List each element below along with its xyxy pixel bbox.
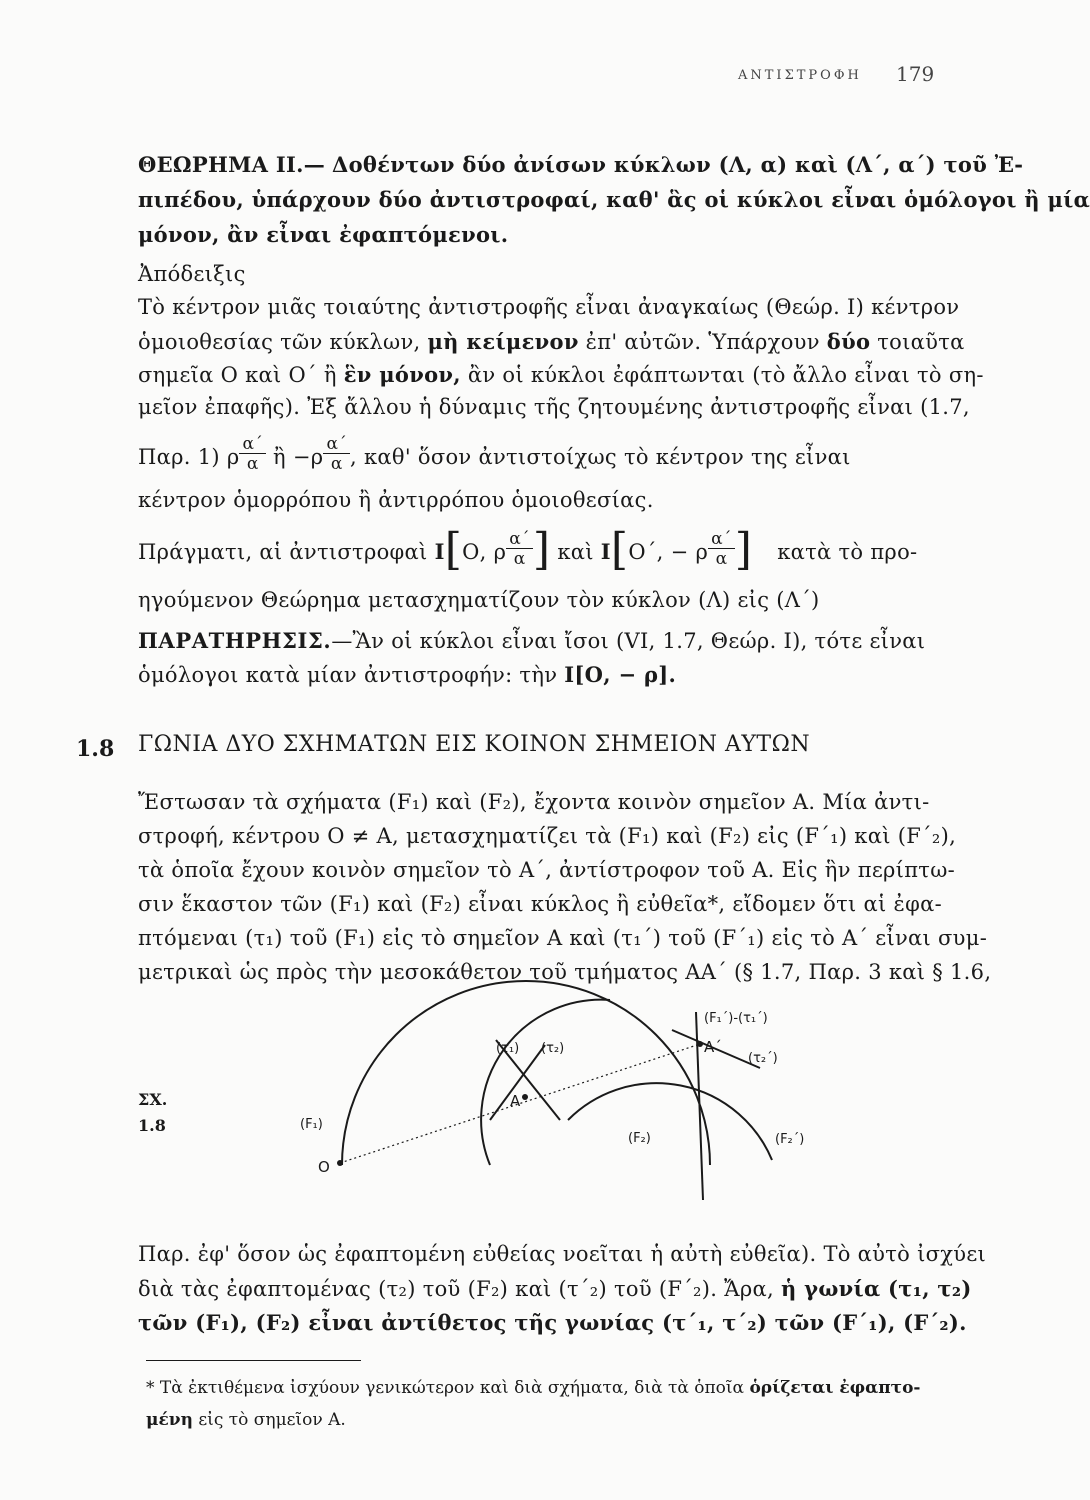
section-line-6: μετρικαὶ ὡς πρὸς τὴν μεσοκάθετον τοῦ τμήματος ΑΑ΄ (§ 1.7, Παρ. 3 καὶ § 1.6, [138, 960, 992, 984]
section-number: 1.8 [76, 736, 115, 762]
proof-line-2-d: δύο [826, 329, 871, 354]
fraction-alpha-prime-over-alpha: $\frac{\alpha΄}{\alpha}$ [239, 436, 266, 473]
label-F2-prime: (F₂΄) [775, 1132, 805, 1147]
label-t2: (τ₂) [541, 1041, 565, 1056]
circle-F2-prime [568, 1083, 772, 1160]
continuation-line-1: Παρ. ἐφ' ὅσον ὡς ἐφαπτομένη εὐθείας νοεῖται ἡ αὐτὴ εὐθεῖα). Τὸ αὐτὸ ἰσχύει [138, 1242, 987, 1266]
proof-line-7-b: Ο, ρ [462, 540, 507, 564]
point-O [337, 1160, 343, 1166]
remark-heading: ΠΑΡΑΤΗΡΗΣΙΣ. [138, 628, 332, 653]
proof-line-2-e: τοιαῦτα [877, 330, 965, 354]
label-A: A [510, 1092, 521, 1110]
footnote-line-2 [146, 1410, 346, 1430]
fraction-4: $\frac{\alpha΄}{\alpha}$ [708, 531, 735, 568]
proof-line-7-c: καὶ [557, 540, 594, 564]
label-t1: (τ₁) [496, 1041, 520, 1056]
continuation-line-2-a: διὰ τὰς ἐφαπτομένας (τ₂) τοῦ (F₂) καὶ (τ΄₂) τοῦ (F΄₂). Ἄρα, [138, 1277, 774, 1301]
proof-line-3-a: σημεῖα Ο καὶ Ο΄ ἢ [138, 363, 337, 387]
proof-line-6: κέντρον ὁμορρόπου ἢ ἀντιρρόπου ὁμοιοθεσίας. [138, 488, 654, 512]
section-line-5: πτόμεναι (τ₁) τοῦ (F₁) εἰς τὸ σημεῖον Α καὶ (τ₁΄) τοῦ (F΄₁) εἰς τὸ Α΄ εἶναι συμ- [138, 926, 988, 950]
fraction-3: $\frac{\alpha΄}{\alpha}$ [506, 531, 533, 568]
section-title: ΓΩΝΙΑ ΔΥΟ ΣΧΗΜΑΤΩΝ ΕΙΣ ΚΟΙΝΟΝ ΣΗΜΕΙΟΝ ΑΥΤΩΝ [138, 732, 811, 757]
proof-line-3-c: ἂν οἱ κύκλοι ἐφάπτωνται (τὸ ἄλλο εἶναι τὸ ση- [467, 363, 984, 387]
section-line-2: στροφή, κέντρου Ο ≠ Α, μετασχηματίζει τὰ (F₁) καὶ (F₂) εἰς (F΄₁) καὶ (F΄₂), [138, 824, 957, 848]
bracket-open: [ [444, 524, 463, 575]
footnote-line-1 [146, 1378, 920, 1398]
fraction-alpha-prime-over-alpha-2: $\frac{\alpha΄}{\alpha}$ [323, 436, 350, 473]
theorem-line-3: μόνον, ἂν εἶναι ἐφαπτόμενοι. [138, 222, 509, 247]
remark-text-1: —Ἂν οἱ κύκλοι εἶναι ἴσοι (VI, 1.7, Θεώρ. Ι), τότε εἶναι [331, 629, 926, 653]
page-number: 179 [896, 62, 935, 86]
footnote-text-1: * Τὰ ἐκτιθέμενα ἰσχύουν γενικώτερον καὶ διὰ σχήματα, διὰ τὰ ὁποῖα [146, 1378, 745, 1398]
proof-line-1: Τὸ κέντρον μιᾶς τοιαύτης ἀντιστροφῆς εἶναι ἀναγκαίως (Θεώρ. Ι) κέντρον [138, 295, 960, 319]
label-A-prime: A΄ [704, 1038, 722, 1056]
section-line-4: σιν ἕκαστον τῶν (F₁) καὶ (F₂) εἶναι κύκλος ἢ εὐθεῖα*, εἴδομεν ὅτι αἱ ἐφα- [138, 892, 942, 916]
footnote-text-1-bold: ὁρίζεται ἐφαπτο- [749, 1378, 921, 1398]
bracket-close-2: ] [734, 524, 753, 575]
point-A [522, 1094, 528, 1100]
bracket-open-2: [ [610, 524, 629, 575]
inversion-symbol-2: Ι [600, 539, 611, 564]
bracket-close: ] [532, 524, 551, 575]
continuation-line-3: τῶν (F₁), (F₂) εἶναι ἀντίθετος τῆς γωνίας (τ΄₁, τ΄₂) τῶν (F΄₁), (F΄₂). [138, 1310, 967, 1335]
figure-label-number: 1.8 [138, 1116, 166, 1135]
circle-F1 [342, 981, 710, 1165]
proof-line-2-b: μὴ κείμενον [427, 329, 579, 354]
section-line-3: τὰ ὁποῖα ἔχουν κοινὸν σημεῖον τὸ Α΄, ἀντίστροφον τοῦ Α. Εἰς ἣν περίπτω- [138, 858, 956, 882]
continuation-line-2 [138, 1276, 972, 1301]
label-F2: (F₂) [628, 1131, 651, 1146]
label-O: O [318, 1158, 330, 1176]
inversion-symbol: Ι [434, 539, 445, 564]
label-F1: (F₁) [300, 1117, 323, 1132]
theorem-text-1: Δοθέντων δύο ἀνίσων κύκλων (Λ, α) καὶ (Λ΄, α΄) τοῦ Ἐ- [332, 152, 1024, 177]
theorem-heading: ΘΕΩΡΗΜΑ ΙΙ.— [138, 152, 326, 177]
label-F1p-t1p: (F₁΄)-(τ₁΄) [704, 1011, 768, 1026]
circle-F2 [481, 1000, 610, 1165]
proof-line-5-b: ἢ −ρ [273, 445, 324, 469]
proof-line-7-e: κατὰ τὸ προ- [777, 540, 918, 564]
proof-line-2-a: ὁμοιοθεσίας τῶν κύκλων, [138, 330, 421, 354]
proof-line-4: μεῖον ἐπαφῆς). Ἐξ ἄλλου ἡ δύναμις τῆς ζητουμένης ἀντιστροφῆς εἶναι (1.7, [138, 395, 970, 419]
proof-heading: Ἀπόδειξις [138, 262, 246, 286]
proof-line-5-c: , καθ' ὅσον ἀντιστοίχως τὸ κέντρον της εἶναι [350, 445, 851, 469]
label-t2-prime: (τ₂΄) [748, 1051, 778, 1066]
point-A-prime [697, 1041, 703, 1047]
proof-line-3-b: ἓν μόνον, [343, 362, 461, 387]
figure-label-prefix: ΣΧ. [138, 1090, 168, 1109]
proof-line-5-a: Παρ. 1) ρ [138, 445, 240, 469]
footnote-text-2-bold: μένη [146, 1410, 193, 1430]
proof-line-2-c: ἐπ' αὐτῶν. Ὑπάρχουν [585, 330, 820, 354]
proof-line-7-d: Ο΄, − ρ [628, 540, 709, 564]
proof-line-7-a: Πράγματι, αἱ ἀντιστροφαὶ [138, 540, 428, 564]
proof-line-8: ηγούμενον Θεώρημα μετασχηματίζουν τὸν κύκλον (Λ) εἰς (Λ΄) [138, 588, 820, 612]
running-title: ΑΝΤΙΣΤΡΟΦΗ [738, 68, 862, 83]
theorem-line-2: πιπέδου, ὑπάρχουν δύο ἀντιστροφαί, καθ' ἃς οἱ κύκλοι εἶναι ὁμόλογοι ἢ μία [138, 187, 1090, 212]
footnote-rule [146, 1360, 361, 1361]
continuation-line-2-b: ἡ γωνία (τ₁, τ₂) [780, 1276, 972, 1301]
remark-text-2: ὁμόλογοι κατὰ μίαν ἀντιστροφήν: τὴν [138, 663, 558, 687]
footnote-text-2: εἰς τὸ σημεῖον Α. [198, 1410, 346, 1430]
section-line-1: Ἔστωσαν τὰ σχήματα (F₁) καὶ (F₂), ἔχοντα κοινὸν σημεῖον Α. Μία ἀντι- [138, 790, 930, 814]
remark-inversion: Ι[Ο, − ρ]. [564, 662, 677, 687]
